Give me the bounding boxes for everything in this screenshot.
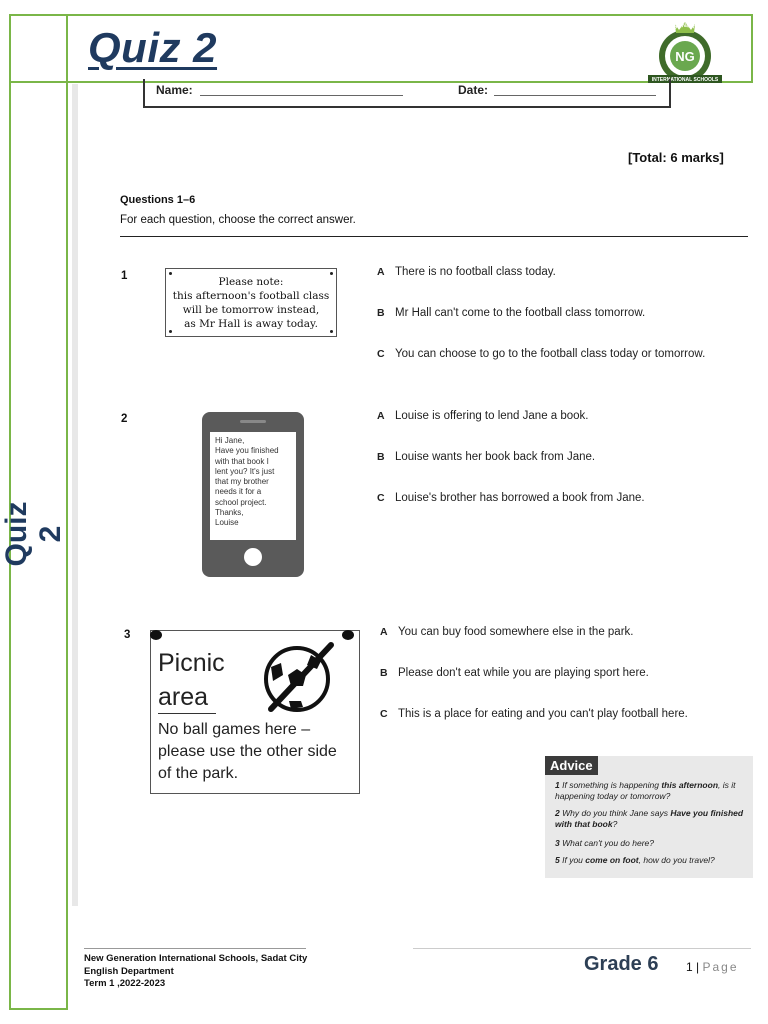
- sign-body: No ball games here – please use the other side of the park.: [158, 721, 337, 782]
- side-title: Quiz 2: [0, 501, 67, 567]
- picnic-sign: Picnic area No ball games here – please use the other side of the park.: [150, 630, 360, 794]
- advice-heading: Advice: [545, 756, 598, 775]
- frame-right: [751, 14, 753, 83]
- footer-rule: [413, 948, 751, 949]
- section-instruction: For each question, choose the correct answer.: [120, 214, 356, 226]
- notice-line: will be tomorrow instead,: [182, 304, 320, 316]
- advice-item: 1 If something is happening this afternoon, is it happening today or tomorrow?: [555, 780, 736, 801]
- notice-line: this afternoon's football class: [172, 290, 330, 302]
- frame-bottom: [9, 1008, 68, 1010]
- school-logo: [644, 16, 726, 84]
- phone-icon: [202, 412, 304, 577]
- footer-rule: [84, 948, 306, 949]
- name-label: Name:: [156, 83, 193, 97]
- frame-top: [9, 14, 753, 16]
- no-football-icon: [261, 641, 337, 715]
- option-1c[interactable]: C You can choose to go to the football class today or tomorrow.: [377, 348, 706, 360]
- football-notice: [165, 268, 337, 337]
- svg-text:NEW GENERATION: NEW GENERATION: [658, 22, 712, 41]
- option-1b[interactable]: B Mr Hall can't come to the football class tomorrow.: [377, 307, 646, 319]
- option-2a[interactable]: A Louise is offering to lend Jane a book.: [377, 410, 589, 422]
- page-number: 1 | Page: [686, 960, 739, 974]
- phone-message: Hi Jane, Have you finished with that book I lent you? It's just that my brother needs it for a school project. Thanks, Louise: [210, 432, 296, 540]
- option-1a[interactable]: A There is no football class today.: [377, 266, 556, 278]
- notice-line: Please note:: [218, 276, 284, 288]
- name-field[interactable]: [200, 95, 403, 96]
- advice-item: 5 If you come on foot, how do you travel?: [555, 855, 715, 865]
- pin-icon: [150, 630, 162, 640]
- notice-line: as Mr Hall is away today.: [184, 318, 318, 330]
- option-3c[interactable]: C This is a place for eating and you can't play football here.: [380, 708, 688, 720]
- section-rule: [120, 236, 748, 237]
- scan-edge: [72, 84, 78, 906]
- advice-item: 2 Why do you think Jane says Have you finished with that book?: [555, 808, 744, 829]
- question-number: 3: [124, 629, 131, 641]
- grade-label: Grade 6: [584, 953, 659, 975]
- date-label: Date:: [458, 83, 489, 97]
- page-title: Quiz 2: [88, 24, 218, 71]
- question-number: 2: [121, 413, 128, 425]
- option-3a[interactable]: A You can buy food somewhere else in the park.: [380, 626, 634, 638]
- svg-text:INTERNATIONAL SCHOOLS: INTERNATIONAL SCHOOLS: [651, 77, 719, 83]
- option-2c[interactable]: C Louise's brother has borrowed a book from Jane.: [377, 492, 645, 504]
- date-field[interactable]: [494, 95, 656, 96]
- option-2b[interactable]: B Louise wants her book back from Jane.: [377, 451, 596, 463]
- question-number: 1: [121, 270, 128, 282]
- svg-text:NG: NG: [675, 49, 695, 64]
- name-date-box: [143, 79, 671, 108]
- advice-item: 3 What can't you do here?: [555, 838, 654, 848]
- option-3b[interactable]: B Please don't eat while you are playing sport here.: [380, 667, 649, 679]
- advice-box: [545, 756, 753, 878]
- section-heading: Questions 1–6: [120, 194, 196, 206]
- footer-school: New Generation International Schools, Sadat City English Department Term 1 ,2022-2023: [84, 953, 308, 989]
- pin-icon: [342, 630, 354, 640]
- total-marks: [Total: 6 marks]: [628, 150, 724, 165]
